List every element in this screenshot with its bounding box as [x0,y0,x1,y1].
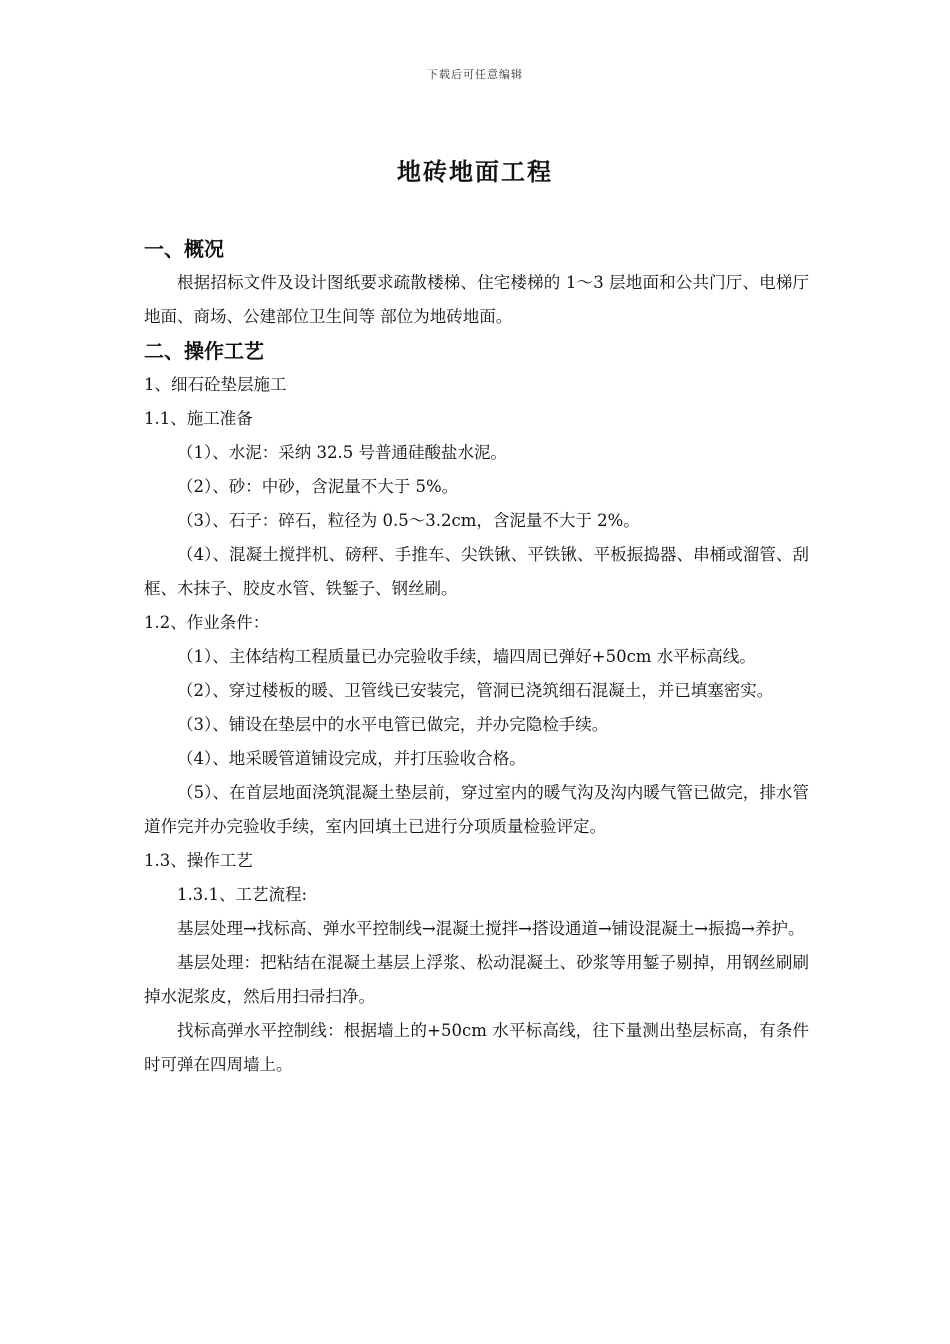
item-1-2-heading: 1.2、作业条件： [144,613,270,632]
condition-item-5: （5）、在首层地面浇筑混凝土垫层前，穿过室内的暖气沟及沟内暖气管已做完，排水管道作完并办完验收手续，室内回填土已进行分项质量检验评定。 [144,783,809,836]
header-note: 下载后可任意编辑 [427,68,523,81]
section-heading-process: 二、操作工艺 [144,339,264,363]
condition-item-3: （3）、铺设在垫层中的水平电管已做完，并办完隐检手续。 [177,715,609,734]
process-flow-paragraph: 基层处理→找标高、弹水平控制线→混凝土搅拌→搭设通道→铺设混凝土→振捣→养护。 [177,919,805,938]
prep-item-1: （1）、水泥：采纳 32.5 号普通硅酸盐水泥。 [177,443,507,462]
overview-paragraph: 根据招标文件及设计图纸要求疏散楼梯、住宅楼梯的 1～3 层地面和公共门厅、电梯厅地面、商场、公建部位卫生间等 部位为地砖地面。 [144,273,809,326]
condition-item-2: （2）、穿过楼板的暖、卫管线已安装完，管洞已浇筑细石混凝土，并已填塞密实。 [177,681,774,700]
item-1-heading: 1、细石砼垫层施工 [144,375,287,394]
page-title: 地砖地面工程 [397,157,553,186]
level-line-paragraph: 找标高弹水平控制线：根据墙上的+50cm 水平标高线，往下量测出垫层标高，有条件时可弹在四周墙上。 [144,1021,809,1074]
prep-item-4: （4）、混凝土搅拌机、磅秤、手推车、尖铁锹、平铁锹、平板振捣器、串桶或溜管、刮框、木抹子、胶皮水管、铁錾子、钢丝刷。 [144,545,809,598]
base-treatment-paragraph: 基层处理：把粘结在混凝土基层上浮浆、松动混凝土、砂浆等用錾子剔掉，用钢丝刷刷掉水泥浆皮，然后用扫帚扫净。 [144,953,809,1006]
item-1-3-heading: 1.3、操作工艺 [144,851,253,870]
prep-item-3: （3）、石子：碎石，粒径为 0.5～3.2cm，含泥量不大于 2%。 [177,511,640,530]
item-1-3-1-heading: 1.3.1、工艺流程: [177,885,308,904]
section-heading-overview: 一、概况 [144,237,224,261]
condition-item-1: （1）、主体结构工程质量已办完验收手续，墙四周已弹好+50cm 水平标高线。 [177,647,756,666]
item-1-1-heading: 1.1、施工准备 [144,409,253,428]
condition-item-4: （4）、地采暖管道铺设完成，并打压验收合格。 [177,749,526,768]
prep-item-2: （2）、砂：中砂，含泥量不大于 5%。 [177,477,459,496]
document-body [144,232,809,1082]
